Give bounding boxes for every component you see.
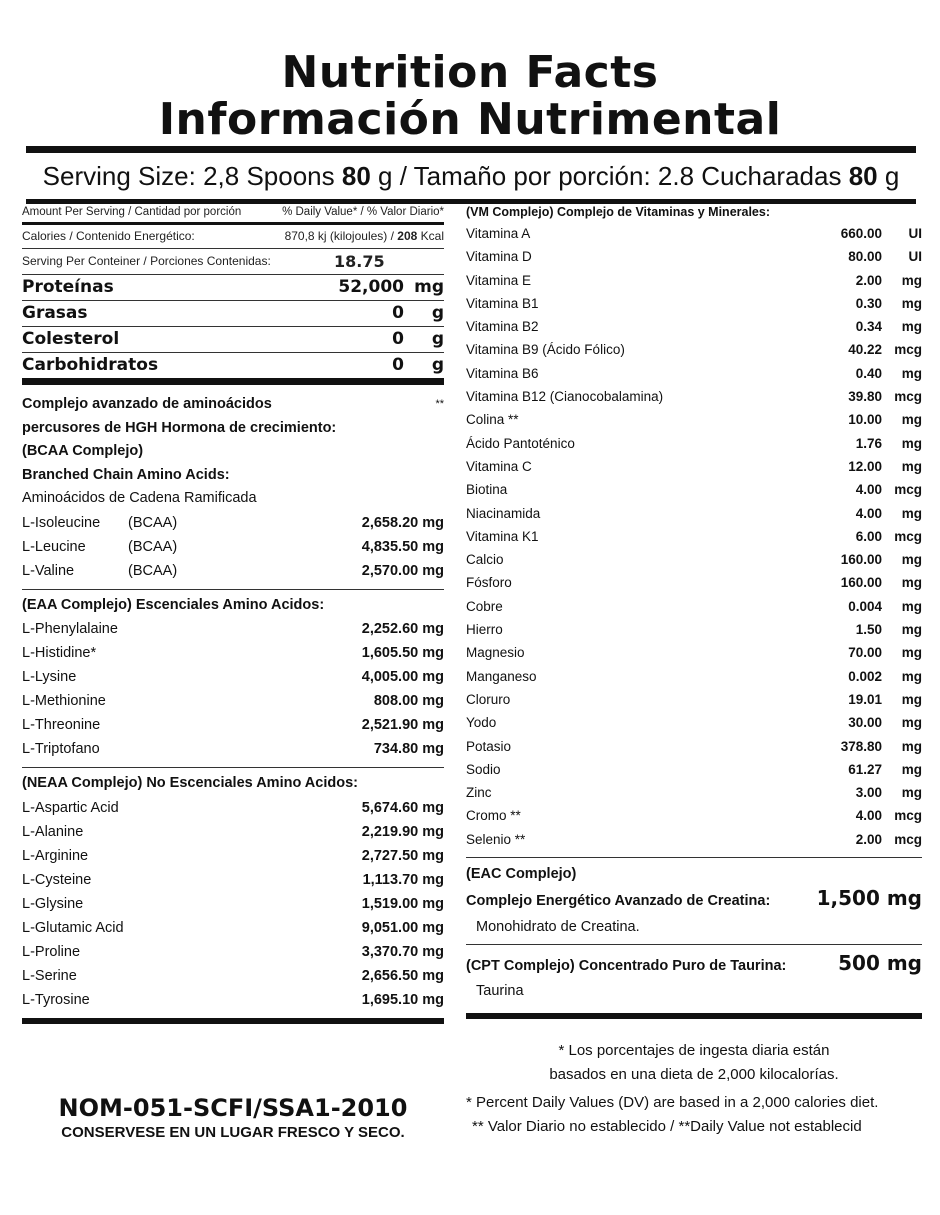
vm-value: 0.40	[855, 365, 882, 381]
vm-name: Fósforo	[466, 575, 512, 591]
amino-value: 4,005.00 mg	[361, 669, 444, 685]
vm-value: 30.00	[848, 715, 882, 731]
vm-unit: mg	[901, 319, 922, 335]
vm-name: Ácido Pantoténico	[466, 435, 575, 451]
vm-unit: mcg	[894, 808, 922, 824]
vm-value: 4.00	[855, 808, 882, 824]
vm-value: 1.50	[855, 622, 882, 638]
cpt-sub: Taurina	[476, 983, 524, 1000]
vm-name: Vitamina B6	[466, 365, 539, 381]
macro-unit: mg	[414, 277, 444, 297]
vm-value: 3.00	[855, 785, 882, 801]
serving-text-b: g / Tamaño por porción: 2.8 Cucharadas	[370, 161, 849, 191]
vm-value: 2.00	[855, 272, 882, 288]
amino-row	[22, 868, 444, 892]
vm-row	[466, 711, 922, 734]
vm-unit: mcg	[894, 342, 922, 358]
amino-value: 2,570.00 mg	[361, 562, 444, 579]
eaa-title: (EAA Complejo) Escenciales Amino Acidos:	[22, 596, 325, 613]
vm-name: Vitamina A	[466, 226, 531, 241]
eac-label: Complejo Energético Avanzado de Creatina:	[466, 893, 771, 910]
amino-row	[22, 641, 444, 665]
vm-value: 4.00	[855, 482, 882, 498]
title-spanish: Información Nutrimental	[158, 94, 782, 145]
vm-unit: mcg	[894, 831, 922, 847]
vm-unit: mg	[901, 458, 922, 474]
vm-name: Hierro	[466, 622, 503, 638]
vm-value: 12.00	[848, 458, 882, 474]
amino-tag: (BCAA)	[128, 538, 178, 555]
amino-name: L-Proline	[22, 943, 81, 960]
amino-value: 2,521.90 mg	[361, 717, 444, 733]
macro-label: Carbohidratos	[22, 355, 159, 375]
vm-row	[466, 245, 922, 268]
vm-row	[466, 432, 922, 455]
amino-name: L-Histidine*	[22, 645, 97, 661]
vm-name: Biotina	[466, 482, 508, 498]
vm-unit: mg	[901, 691, 922, 707]
vm-unit: mcg	[894, 482, 922, 498]
vm-value: 61.27	[848, 761, 882, 777]
amino-row	[22, 844, 444, 868]
amino-tag: (BCAA)	[128, 514, 178, 531]
amino-value: 1,695.10 mg	[361, 991, 444, 1008]
vm-value: 0.002	[848, 668, 882, 684]
macro-value: 0	[392, 329, 404, 349]
vm-value: 39.80	[848, 389, 882, 405]
cpt-row	[466, 951, 922, 979]
serving-grams-en: 80	[341, 161, 371, 191]
amino-value: 2,656.50 mg	[361, 967, 444, 984]
amino-row	[22, 940, 444, 964]
vm-unit: mg	[901, 668, 922, 684]
vm-unit: mg	[901, 761, 922, 777]
vm-name: Vitamina B9 (Ácido Fólico)	[466, 342, 625, 358]
vm-unit: mg	[901, 365, 922, 381]
amino-name: L-Leucine	[22, 538, 86, 555]
macros-list	[22, 275, 444, 385]
amino-row	[22, 617, 444, 641]
vm-row	[466, 595, 922, 618]
bcaa-line3: Aminoácidos de Cadena Ramificada	[22, 490, 257, 506]
vm-unit: mg	[901, 435, 922, 451]
note-1: * Los porcentajes de ingesta diaria están	[558, 1042, 830, 1060]
amino-name: L-Lysine	[22, 669, 77, 685]
vm-unit: mg	[901, 622, 922, 638]
vm-row	[466, 502, 922, 525]
amino-value: 2,727.50 mg	[361, 847, 444, 864]
amino-row	[22, 892, 444, 916]
note-3: * Percent Daily Values (DV) are based in a 2,000 calories diet.	[466, 1094, 879, 1112]
amino-value: 4,835.50 mg	[361, 538, 444, 555]
storage-note: CONSERVESE EN UN LUGAR FRESCO Y SECO.	[61, 1124, 405, 1141]
vm-row	[466, 408, 922, 431]
hgh-stars: **	[435, 398, 444, 410]
right-column	[466, 202, 922, 1139]
vm-row	[466, 804, 922, 827]
amino-name: L-Valine	[22, 562, 75, 579]
amount-header-left: Amount Per Serving / Cantidad por porción	[22, 206, 242, 218]
calories-label: Calories / Contenido Energético:	[22, 229, 195, 243]
vm-row	[466, 735, 922, 758]
vm-row	[466, 455, 922, 478]
neaa-section	[22, 772, 444, 796]
vm-unit: mcg	[894, 528, 922, 544]
amino-value: 1,605.50 mg	[361, 645, 444, 661]
vm-value: 6.00	[855, 528, 882, 544]
amino-name: L-Isoleucine	[22, 514, 101, 531]
vm-name: Sodio	[466, 761, 501, 777]
calories-kj: 870,8 kj (kilojoules) /	[284, 229, 398, 243]
amino-name: L-Glutamic Acid	[22, 919, 124, 936]
vm-name: Cromo **	[466, 808, 521, 824]
vm-row	[466, 641, 922, 664]
cpt-section	[466, 944, 922, 1019]
vm-unit: mg	[901, 552, 922, 568]
amino-row	[22, 559, 444, 583]
vm-unit: mg	[901, 412, 922, 428]
macro-row	[22, 327, 444, 353]
vm-row	[466, 688, 922, 711]
serving-grams-es: 80	[848, 161, 878, 191]
eac-sub: Monohidrato de Creatina.	[476, 919, 640, 936]
amino-value: 2,219.90 mg	[361, 823, 444, 840]
vm-value: 160.00	[840, 552, 882, 568]
amino-name: L-Phenylalaine	[22, 621, 118, 637]
vm-unit: UI	[908, 249, 922, 265]
vm-name: Cobre	[466, 598, 503, 614]
vm-row	[466, 665, 922, 688]
hgh-line2: percusores de HGH Hormona de crecimiento:	[22, 419, 337, 436]
vm-value: 2.00	[855, 831, 882, 847]
amino-name-wrap	[22, 511, 177, 535]
vm-row	[466, 338, 922, 361]
vm-row	[466, 758, 922, 781]
eac-section	[466, 857, 922, 940]
amino-row	[22, 535, 444, 559]
amino-row	[22, 737, 444, 761]
amino-name-wrap	[22, 559, 177, 583]
vm-name: Cloruro	[466, 691, 511, 707]
vm-value: 40.22	[848, 342, 882, 358]
amino-name: L-Methionine	[22, 693, 106, 709]
serving-text-c: g	[877, 161, 900, 191]
vm-value: 378.80	[840, 738, 882, 754]
macro-row	[22, 301, 444, 327]
servings-value: 18.75	[334, 252, 385, 271]
vm-name: Colina **	[466, 412, 519, 428]
macro-unit: g	[431, 355, 444, 375]
amino-row	[22, 964, 444, 988]
vm-unit: mg	[901, 785, 922, 801]
bcaa-line1: (BCAA Complejo)	[22, 443, 144, 459]
vm-row	[466, 828, 922, 851]
vm-name: Vitamina D	[466, 249, 532, 265]
vm-name: Vitamina C	[466, 458, 532, 474]
macro-label: Colesterol	[22, 329, 120, 349]
eaa-list	[22, 617, 444, 768]
vm-unit: mg	[901, 598, 922, 614]
nom-code: NOM-051-SCFI/SSA1-2010	[58, 1094, 408, 1122]
vm-value: 70.00	[848, 645, 882, 661]
footnotes	[466, 1039, 922, 1087]
amino-row	[22, 916, 444, 940]
calories-kcal-unit: Kcal	[417, 229, 444, 243]
cpt-label: (CPT Complejo) Concentrado Puro de Taurina:	[466, 958, 787, 975]
note-4: ** Valor Diario no establecido / **Daily Value not establecid	[472, 1118, 862, 1136]
vm-row	[466, 478, 922, 501]
amino-name-wrap	[22, 535, 177, 559]
macro-value: 0	[392, 355, 404, 375]
vm-unit: mg	[901, 505, 922, 521]
amino-name: L-Threonine	[22, 717, 101, 733]
amino-name: L-Alanine	[22, 823, 84, 840]
neaa-list	[22, 796, 444, 1024]
macro-value: 0	[392, 303, 404, 323]
vm-value: 0.30	[855, 295, 882, 311]
vm-value: 1.76	[855, 435, 882, 451]
vm-row	[466, 315, 922, 338]
amino-value: 3,370.70 mg	[361, 943, 444, 960]
amino-value: 734.80 mg	[373, 741, 444, 757]
vm-value: 160.00	[840, 575, 882, 591]
eac-value: 1,500 mg	[816, 886, 922, 911]
amino-value: 5,674.60 mg	[361, 799, 444, 816]
vm-name: Vitamina B1	[466, 295, 539, 311]
cpt-value: 500 mg	[838, 951, 922, 976]
vm-name: Zinc	[466, 785, 492, 801]
vm-name: Selenio **	[466, 831, 526, 847]
macro-label: Grasas	[22, 303, 88, 323]
vm-name: Vitamina B2	[466, 319, 539, 335]
left-column	[22, 202, 444, 1024]
amino-value: 2,252.60 mg	[361, 621, 444, 637]
vm-name: Vitamina B12 (Cianocobalamina)	[466, 389, 664, 405]
vm-row	[466, 385, 922, 408]
vm-unit: mg	[901, 645, 922, 661]
vm-name: Manganeso	[466, 668, 537, 684]
vm-unit: mg	[901, 738, 922, 754]
eaa-section	[22, 594, 444, 618]
hgh-line1-row	[22, 393, 444, 417]
bcaa-line2: Branched Chain Amino Acids:	[22, 466, 230, 483]
eac-row	[466, 886, 922, 914]
vm-unit: mg	[901, 272, 922, 288]
amino-row	[22, 988, 444, 1012]
macro-unit: g	[431, 329, 444, 349]
vm-name: Vitamina K1	[466, 528, 539, 544]
vm-unit: mg	[901, 715, 922, 731]
vm-row	[466, 269, 922, 292]
vm-row	[466, 618, 922, 641]
amino-name: L-Cysteine	[22, 871, 92, 888]
bcaa-list	[22, 511, 444, 590]
vm-unit: mg	[901, 295, 922, 311]
vm-value: 80.00	[848, 249, 882, 265]
amino-row	[22, 713, 444, 737]
servings-label: Serving Per Conteiner / Porciones Contenidas:	[22, 254, 271, 268]
servings-row	[22, 249, 444, 275]
serving-size	[26, 146, 916, 204]
amino-name: L-Triptofano	[22, 741, 100, 757]
amino-value: 808.00 mg	[373, 693, 444, 709]
macro-row	[22, 353, 444, 385]
vm-row	[466, 362, 922, 385]
vm-title: (VM Complejo) Complejo de Vitaminas y Minerales:	[466, 205, 770, 219]
vm-name: Calcio	[466, 552, 504, 568]
vm-list	[466, 222, 922, 851]
note-2: basados en una dieta de 2,000 kilocalorías.	[549, 1066, 839, 1084]
amino-row	[22, 820, 444, 844]
amino-name: L-Glysine	[22, 895, 84, 912]
eac-title: (EAC Complejo)	[466, 866, 577, 883]
vm-name: Niacinamida	[466, 505, 541, 521]
serving-text-a: Serving Size: 2,8 Spoons	[42, 161, 342, 191]
regulation-block	[22, 1093, 444, 1143]
macro-value: 52,000	[338, 277, 404, 297]
amino-name: L-Arginine	[22, 847, 89, 864]
calories-row	[22, 225, 444, 249]
vm-row	[466, 571, 922, 594]
vm-row	[466, 781, 922, 804]
vm-value: 19.01	[848, 691, 882, 707]
calories-kcal: 208	[397, 229, 418, 243]
vm-name: Potasio	[466, 738, 512, 754]
vm-name: Vitamina E	[466, 272, 532, 288]
macro-row	[22, 275, 444, 301]
calories-value	[285, 225, 444, 248]
macro-label: Proteínas	[22, 277, 114, 297]
amino-row	[22, 511, 444, 535]
neaa-title: (NEAA Complejo) No Escenciales Amino Acidos:	[22, 775, 358, 791]
amino-value: 2,658.20 mg	[361, 514, 444, 531]
amino-row	[22, 796, 444, 820]
hgh-section	[22, 393, 444, 511]
amount-header-right: % Daily Value* / % Valor Diario*	[282, 206, 444, 218]
amino-value: 1,113.70 mg	[362, 871, 444, 888]
amino-value: 1,519.00 mg	[361, 895, 444, 912]
hgh-line1: Complejo avanzado de aminoácidos	[22, 396, 272, 412]
vm-name: Yodo	[466, 715, 497, 731]
vm-value: 4.00	[855, 505, 882, 521]
amino-row	[22, 665, 444, 689]
vm-unit: mg	[901, 575, 922, 591]
amino-name: L-Aspartic Acid	[22, 799, 119, 816]
vm-value: 660.00	[840, 226, 882, 241]
amino-name: L-Serine	[22, 967, 77, 984]
vm-row	[466, 548, 922, 571]
title-english: Nutrition Facts	[281, 47, 659, 98]
vm-row	[466, 222, 922, 245]
macro-unit: g	[431, 303, 444, 323]
amino-name: L-Tyrosine	[22, 991, 90, 1008]
vm-unit: mcg	[894, 389, 922, 405]
amount-header	[22, 202, 444, 225]
vm-value: 10.00	[848, 412, 882, 428]
vm-value: 0.34	[855, 319, 882, 335]
vm-row	[466, 525, 922, 548]
amino-row	[22, 689, 444, 713]
vm-value: 0.004	[848, 598, 882, 614]
vm-row	[466, 292, 922, 315]
vm-name: Magnesio	[466, 645, 525, 661]
footnotes-2	[466, 1091, 922, 1139]
amino-value: 9,051.00 mg	[361, 919, 444, 936]
amino-tag: (BCAA)	[128, 562, 178, 579]
vm-unit: UI	[908, 226, 922, 241]
